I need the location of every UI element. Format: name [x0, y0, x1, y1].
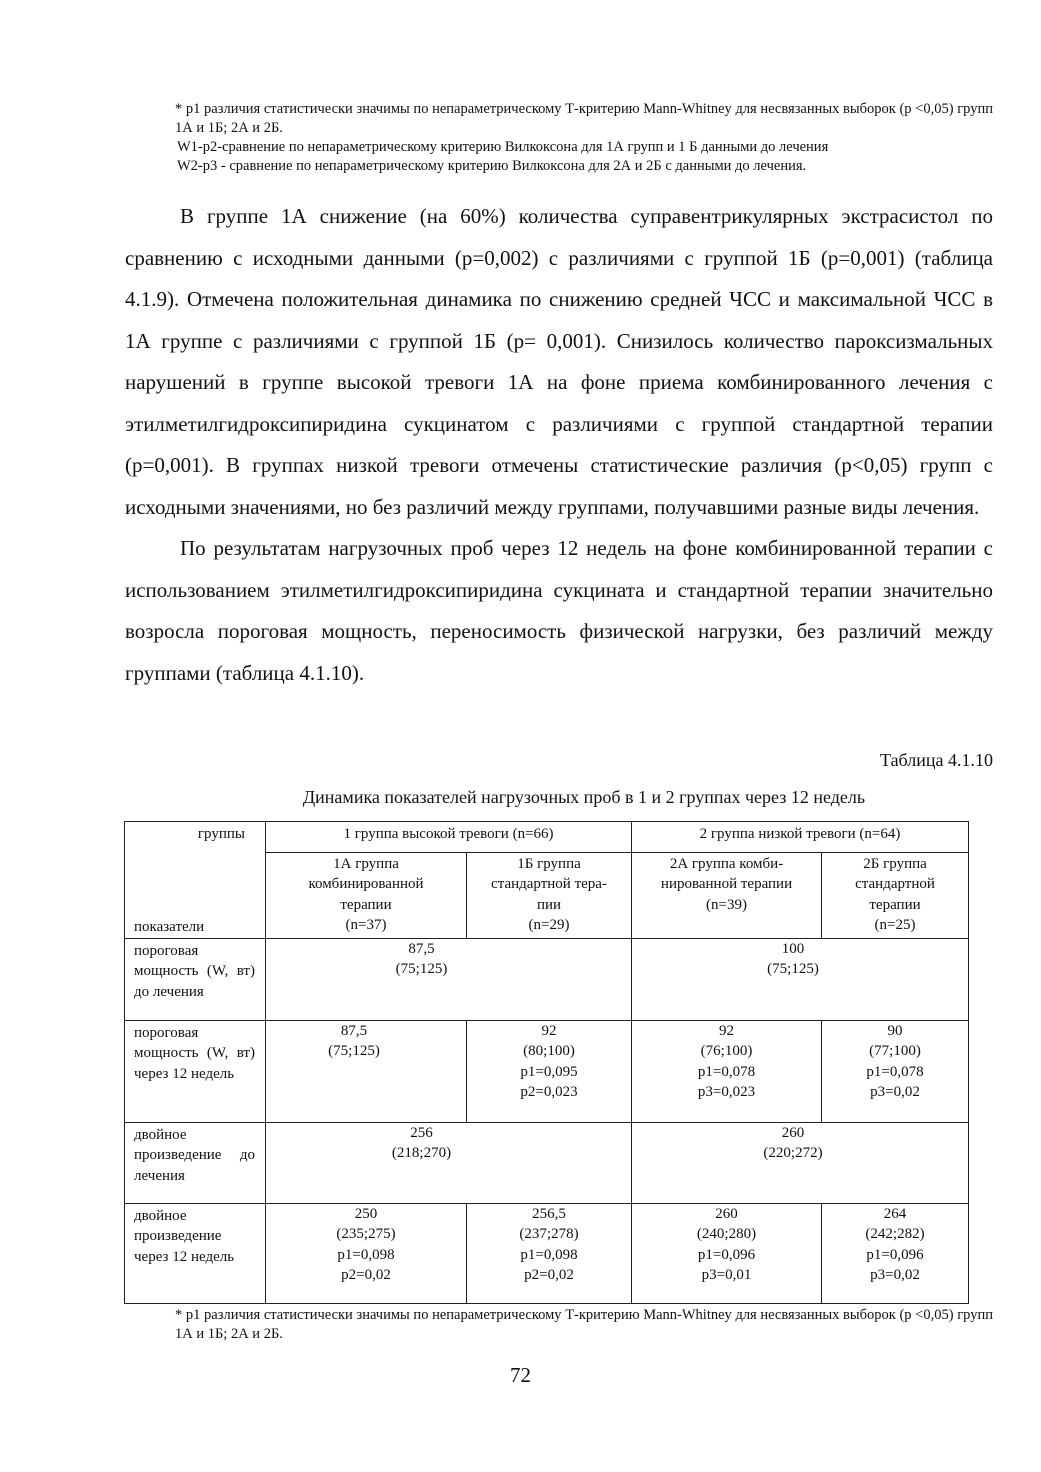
- corner-label-indicators: показатели: [134, 918, 205, 935]
- row-label: двойное произведение через 12 недель: [125, 1204, 266, 1304]
- cell-1b: 256,5 (237;278) р1=0,098 р2=0,02: [467, 1204, 632, 1304]
- cell-2b: 90 (77;100) р1=0,078 р3=0,02: [822, 1021, 969, 1123]
- footnote-wilcoxon-2: W2-р3 - сравнение по непараметрическому критерию Вилкоксона для 2А и 2Б с данными до лечения.: [177, 158, 807, 174]
- body-text: [125, 196, 993, 694]
- table-row: [125, 1021, 969, 1123]
- page-number: 72: [510, 1363, 531, 1387]
- cell-2a: 260 (240;280) р1=0,096 р3=0,01: [632, 1204, 822, 1304]
- paragraph: В группе 1А снижение (на 60%) количества суправентрикулярных экстрасистол по сравнению с исходными данными (р=0,002) с различиями с группой 1Б (р=0,001) (таблица 4.1.9). Отмечена положительная динамика по снижению средней ЧСС и максимальной ЧСС в 1А группе с различиями с группой 1Б (р= 0,001). Снизилось количество пароксизмальных нарушений в группе высокой тревоги 1А на фоне приема комбинированного лечения с этилметилгидроксипиридина сукцинатом с различиями с группой стандартной терапии (р=0,001). В группах низкой тревоги отмечены статистические различия (р<0,05) групп с исходными значениями, но без различий между группами, получавшими разные виды лечения.: [125, 204, 993, 519]
- table-corner-cell: [125, 822, 266, 939]
- cell-group1-merged: 256 (218;270): [266, 1123, 632, 1204]
- cell-group2-merged: 260 (220;272): [632, 1123, 969, 1204]
- table-header-row: [125, 822, 969, 853]
- cell-group1-merged: 87,5 (75;125): [266, 939, 632, 1021]
- subheader-2a: 2А группа комби- нированной терапии (n=39): [632, 853, 822, 939]
- subheader-1b: 1Б группа стандартной тера- пии (n=29): [467, 853, 632, 939]
- cell-1a: 87,5 (75;125): [266, 1021, 467, 1123]
- row-label: пороговая мощность (W, вт) до лечения: [125, 939, 266, 1021]
- header-group1: 1 группа высокой тревоги (n=66): [266, 822, 632, 853]
- subheader-1a: 1А группа комбинированной терапии (n=37): [266, 853, 467, 939]
- table-number: Таблица 4.1.10: [880, 750, 993, 770]
- results-table: [124, 821, 969, 1304]
- footnote-mann-whitney: * р1 различия статистически значимы по непараметрическому Т-критерию Mann-Whitney для несвязанных выборок (р <0,05) групп 1А и 1Б; 2А и 2Б.: [175, 101, 993, 136]
- table-row: [125, 1123, 969, 1204]
- top-footnote: [125, 100, 993, 176]
- paragraph: По результатам нагрузочных проб через 12 недель на фоне комбинированной терапии с использованием этилметилгидроксипиридина сукцината и стандартной терапии значительно возросла пороговая мощность, переносимость физической нагрузки, без различий между группами (таблица 4.1.10).: [125, 536, 993, 685]
- corner-label-groups: группы: [197, 826, 245, 842]
- bottom-footnote: [125, 1306, 993, 1344]
- cell-2b: 264 (242;282) р1=0,096 р3=0,02: [822, 1204, 969, 1304]
- row-label: двойное произведение до лечения: [125, 1123, 266, 1204]
- cell-1a: 250 (235;275) р1=0,098 р2=0,02: [266, 1204, 467, 1304]
- cell-2a: 92 (76;100) р1=0,078 р3=0,023: [632, 1021, 822, 1123]
- table-row: [125, 939, 969, 1021]
- subheader-2b: 2Б группа стандартной терапии (n=25): [822, 853, 969, 939]
- table-row: [125, 1204, 969, 1304]
- cell-1b: 92 (80;100) р1=0,095 р2=0,023: [467, 1021, 632, 1123]
- row-label: пороговая мощность (W, вт) через 12 недель: [125, 1021, 266, 1123]
- cell-group2-merged: 100 (75;125): [632, 939, 969, 1021]
- footnote-mann-whitney: * р1 различия статистически значимы по непараметрическому Т-критерию Mann-Whitney для несвязанных выборок (р <0,05) групп 1А и 1Б; 2А и 2Б.: [175, 1307, 993, 1342]
- header-group2: 2 группа низкой тревоги (n=64): [632, 822, 969, 853]
- footnote-wilcoxon-1: W1-р2-сравнение по непараметрическому критерию Вилкоксона для 1А групп и 1 Б данными до лечения: [177, 139, 829, 155]
- table-caption: Динамика показателей нагрузочных проб в 1 и 2 группах через 12 недель: [302, 787, 866, 807]
